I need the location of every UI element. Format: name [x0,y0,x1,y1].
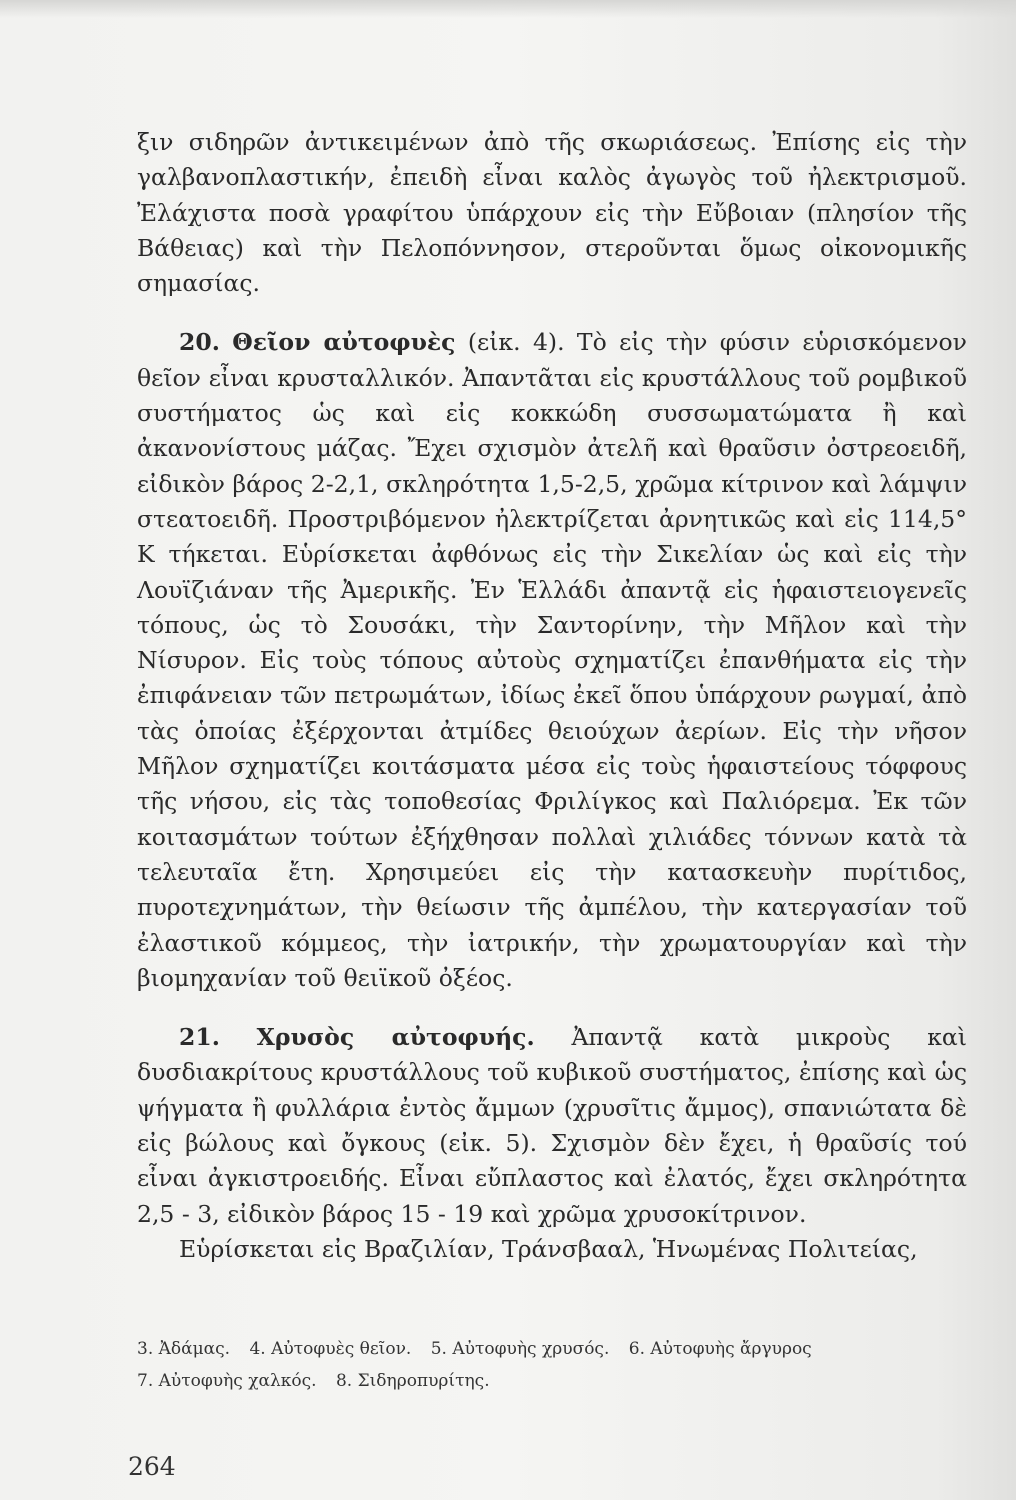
footnotes [137,1333,967,1397]
section-21-body: Ἀπαντᾷ κατὰ μικροὺς καὶ δυσδιακρίτους κρυστάλλους τοῦ κυβικοῦ συστήματος, ἐπίσης καὶ ὡς ψήγματα ἢ φυλλάρια ἐντὸς ἄμμων (χρυσῖτις ἄμμος), σπανιώτατα δὲ εἰς βώλους καὶ ὄγκους (εἰκ. 5). Σχισμὸν δὲν ἔχει, ἡ θραῦσίς τού εἶναι ἀγκιστροειδής. Εἶναι εὔπλαστος καὶ ἐλατός, ἔχει σκληρότητα 2,5 - 3, εἰδικὸν βάρος 15 - 19 καὶ χρῶμα χρυσοκίτρινον. [137,1023,967,1228]
section-20 [137,325,967,996]
section-21 [137,1020,967,1232]
page-edge-shadow [0,0,1016,18]
footnote-8: 8. Σιδηροπυρίτης. [335,1371,490,1391]
section-21-title: Χρυσὸς αὐτοφυής. [256,1023,535,1052]
footnote-line-2 [137,1365,967,1397]
section-20-number: 20. [179,328,220,357]
footnote-4: 4. Αὐτοφυὲς θεῖον. [249,1339,412,1359]
footnote-5: 5. Αὐτοφυὴς χρυσός. [430,1339,610,1359]
footnote-line-1 [137,1333,967,1365]
section-20-body: (εἰκ. 4). Τὸ εἰς τὴν φύσιν εὑρισκόμενον θεῖον εἶναι κρυσταλλικόν. Ἀπαντᾶται εἰς κρυστάλλους τοῦ ρομβικοῦ συστήματος ὡς καὶ εἰς κοκκώδη συσσωματώματα ἢ καὶ ἀκανονίστους μάζας. Ἔχει σχισμὸν ἀτελῆ καὶ θραῦσιν ὀστρεοειδῆ, εἰδικὸν βάρος 2-2,1, σκληρότητα 1,5-2,5, χρῶμα κίτρινον καὶ λάμψιν στεατοειδῆ. Προστριβόμενον ἠλεκτρίζεται ἀρνητικῶς καὶ εἰς 114,5° Κ τήκεται. Εὑρίσκεται ἀφθόνως εἰς τὴν Σικελίαν ὡς καὶ εἰς τὴν Λουϊζιάναν τῆς Ἀμερικῆς. Ἐν Ἑλλάδι ἀπαντᾷ εἰς ἡφαιστειογενεῖς τόπους, ὡς τὸ Σουσάκι, τὴν Σαντορίνην, τὴν Μῆλον καὶ τὴν Νίσυρον. Εἰς τοὺς τόπους αὐτοὺς σχηματίζει ἐπανθήματα εἰς τὴν ἐπιφάνειαν τῶν πετρωμάτων, ἰδίως ἐκεῖ ὅπου ὑπάρχουν ρωγμαί, ἀπὸ τὰς ὁποίας ἐξέρχονται ἀτμίδες θειούχων ἀερίων. Εἰς τὴν νῆσον Μῆλον σχηματίζει κοιτάσματα μέσα εἰς τοὺς ἡφαιστείους τόφφους τῆς νήσου, εἰς τὰς τοποθεσίας Φριλίγκος καὶ Παλιόρεμα. Ἐκ τῶν κοιτασμάτων τούτων ἐξήχθησαν πολλαὶ χιλιάδες τόννων κατὰ τὰ τελευταῖα ἔτη. Χρησιμεύει εἰς τὴν κατασκευὴν πυρίτιδος, πυροτεχνημάτων, τὴν θείωσιν τῆς ἀμπέλου, τὴν κατεργασίαν τοῦ ἐλαστικοῦ κόμμεος, τὴν ἰατρικήν, τὴν χρωματουργίαν καὶ τὴν βιομηχανίαν τοῦ θειϊκοῦ ὀξέος. [137,328,967,992]
footnote-7: 7. Αὐτοφυὴς χαλκός. [137,1371,317,1391]
section-21-continuation: Εὑρίσκεται εἰς Βραζιλίαν, Τράνσβααλ, Ἡνωμένας Πολιτείας, [179,1234,918,1263]
main-text [137,125,967,1267]
footnote-6: 6. Αὐτοφυὴς ἄργυρος [628,1339,812,1359]
section-20-title: Θεῖον αὐτοφυὲς [232,328,456,357]
footnote-3: 3. Ἀδάμας. [137,1339,231,1359]
paragraph-graphite-end: ξιν σιδηρῶν ἀντικειμένων ἀπὸ τῆς σκωριάσεως. Ἐπίσης εἰς τὴν γαλβανοπλαστικήν, ἐπειδὴ εἶναι καλὸς ἀγωγὸς τοῦ ἠλεκτρισμοῦ. Ἐλάχιστα ποσὰ γραφίτου ὑπάρχουν εἰς τὴν Εὔβοιαν (πλησίον τῆς Βάθειας) καὶ τὴν Πελοπόννησον, στεροῦνται ὅμως οἰκονομικῆς σημασίας. [137,128,967,298]
section-21-number: 21. [179,1023,220,1052]
page-number: 264 [128,1452,176,1481]
